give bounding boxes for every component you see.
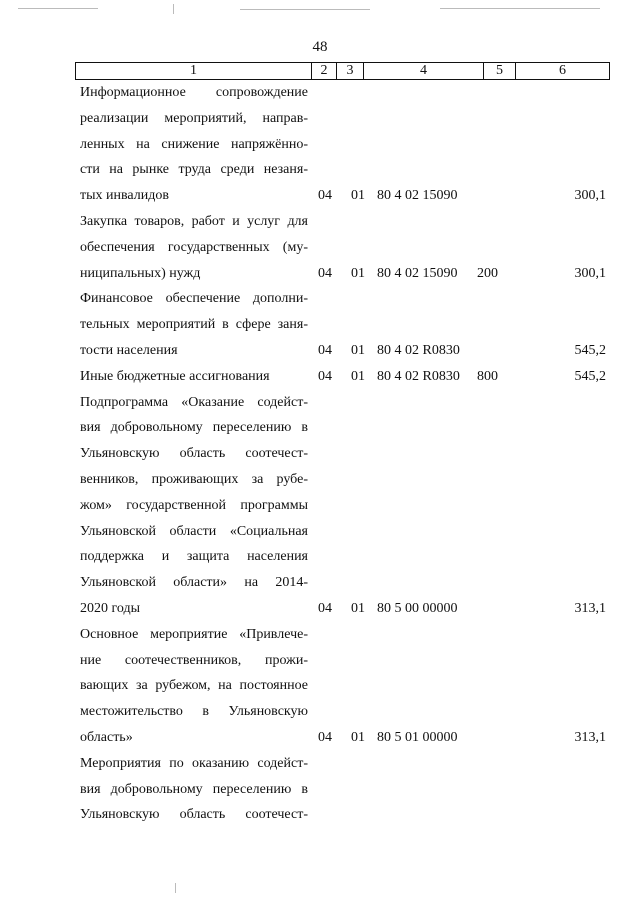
row-name-line: Информационное сопровождение <box>80 85 308 100</box>
column-header-rz: 2 <box>312 63 337 79</box>
row-name <box>80 751 308 828</box>
row-name-line: ниципальных) нужд <box>80 265 201 281</box>
row-rz: 04 <box>318 368 332 384</box>
row-name-line: реализации мероприятий, направ- <box>80 110 308 126</box>
row-vr <box>477 338 517 364</box>
row-pr: 01 <box>351 265 365 281</box>
row-name-line: венников, проживающих за рубе- <box>80 471 308 487</box>
row-name-line: область» <box>80 729 133 745</box>
column-header-pr: 3 <box>337 63 364 79</box>
row-codes <box>308 596 610 622</box>
row-name-line: тости населения <box>80 342 178 358</box>
budget-table <box>80 80 610 828</box>
page-number: 48 <box>312 39 328 55</box>
row-pr: 01 <box>351 368 365 384</box>
row-sum: 313,1 <box>574 600 606 616</box>
row-rz: 04 <box>318 729 332 745</box>
row-name-line: Мероприятия по оказанию содейст- <box>80 755 308 771</box>
row-name-line: жом» государственной программы <box>80 497 308 513</box>
row-name-line: тельных мероприятий в сфере заня- <box>80 317 308 333</box>
row-name-line: Ульяновскую область соотечест- <box>80 446 308 462</box>
row-vr: 200 <box>477 265 498 281</box>
row-name-line: вия добровольному переселению в <box>80 781 308 797</box>
column-header-sum: 6 <box>559 63 566 78</box>
row-name-line: Финансовое обеспечение дополни- <box>80 291 308 307</box>
row-rz: 04 <box>318 265 332 281</box>
table-row <box>80 80 610 209</box>
row-pr: 01 <box>351 342 365 358</box>
row-codes <box>308 338 610 364</box>
row-name-line: вия добровольному переселению в <box>80 420 308 436</box>
row-name-line: обеспечения государственных (му- <box>80 239 308 255</box>
row-sum: 313,1 <box>574 729 606 745</box>
table-row <box>80 622 610 751</box>
row-sum: 300,1 <box>574 265 606 281</box>
row-name <box>80 390 308 622</box>
row-sum: 300,1 <box>574 188 606 204</box>
row-name-line: Основное мероприятие «Привлече- <box>80 626 308 642</box>
row-codes <box>308 725 610 751</box>
table-row <box>80 364 610 390</box>
row-name-line: Закупка товаров, работ и услуг для <box>80 213 308 229</box>
table-row <box>80 286 610 363</box>
row-name-line: вающих за рубежом, на постоянное <box>80 678 308 694</box>
table-row <box>80 209 610 286</box>
row-name-line: поддержка и защита населения <box>80 549 308 565</box>
row-csr: 80 4 02 R0830 <box>377 368 460 384</box>
row-sum: 545,2 <box>574 342 606 358</box>
column-header-row <box>75 62 610 80</box>
row-vr <box>477 596 517 622</box>
row-codes <box>308 364 610 390</box>
row-vr <box>477 725 517 751</box>
row-name-line: Ульяновскую область соотечест- <box>80 807 308 823</box>
row-pr: 01 <box>351 729 365 745</box>
row-codes <box>308 183 610 209</box>
scan-artifact-tick-bottom <box>175 883 176 893</box>
row-csr: 80 4 02 15090 <box>377 265 458 281</box>
row-name <box>80 209 308 286</box>
row-vr: 800 <box>477 368 498 384</box>
row-name <box>80 286 308 363</box>
scan-artifact-top-right <box>440 8 600 9</box>
row-csr: 80 5 00 00000 <box>377 600 458 616</box>
row-name-line: 2020 годы <box>80 600 141 616</box>
table-row <box>80 390 610 622</box>
row-name-line: местожительство в Ульяновскую <box>80 704 308 720</box>
row-name-line: тых инвалидов <box>80 188 169 204</box>
row-pr: 01 <box>351 188 365 204</box>
row-csr: 80 5 01 00000 <box>377 729 458 745</box>
row-name-line: Ульяновской области» на 2014- <box>80 575 308 591</box>
row-name-line: Иные бюджетные ассигнования <box>80 368 270 384</box>
row-name <box>80 80 308 209</box>
row-name-line: ленных на снижение напряжённо- <box>80 136 308 152</box>
row-name <box>80 622 308 751</box>
row-name-line: Подпрограмма «Оказание содейст- <box>80 394 308 410</box>
scan-artifact-top-mid <box>240 9 370 10</box>
row-name <box>80 364 308 390</box>
row-csr: 80 4 02 15090 <box>377 188 458 204</box>
row-csr: 80 4 02 R0830 <box>377 342 460 358</box>
column-header-vr: 5 <box>484 63 516 79</box>
scan-artifact-top-left <box>18 8 98 9</box>
row-sum: 545,2 <box>574 368 606 384</box>
row-name-line: Ульяновской области «Социальная <box>80 523 308 539</box>
row-pr: 01 <box>351 600 365 616</box>
row-vr <box>477 183 517 209</box>
row-rz: 04 <box>318 188 332 204</box>
table-row <box>80 751 610 828</box>
row-rz: 04 <box>318 342 332 358</box>
row-codes <box>308 261 610 287</box>
column-header-csr: 4 <box>364 63 484 79</box>
column-header-name: 1 <box>76 63 312 79</box>
row-name-line: сти на рынке труда среди незаня- <box>80 162 308 178</box>
row-name-line: ние соотечественников, прожи- <box>80 652 308 668</box>
row-rz: 04 <box>318 600 332 616</box>
scan-artifact-tick-top <box>173 4 174 14</box>
